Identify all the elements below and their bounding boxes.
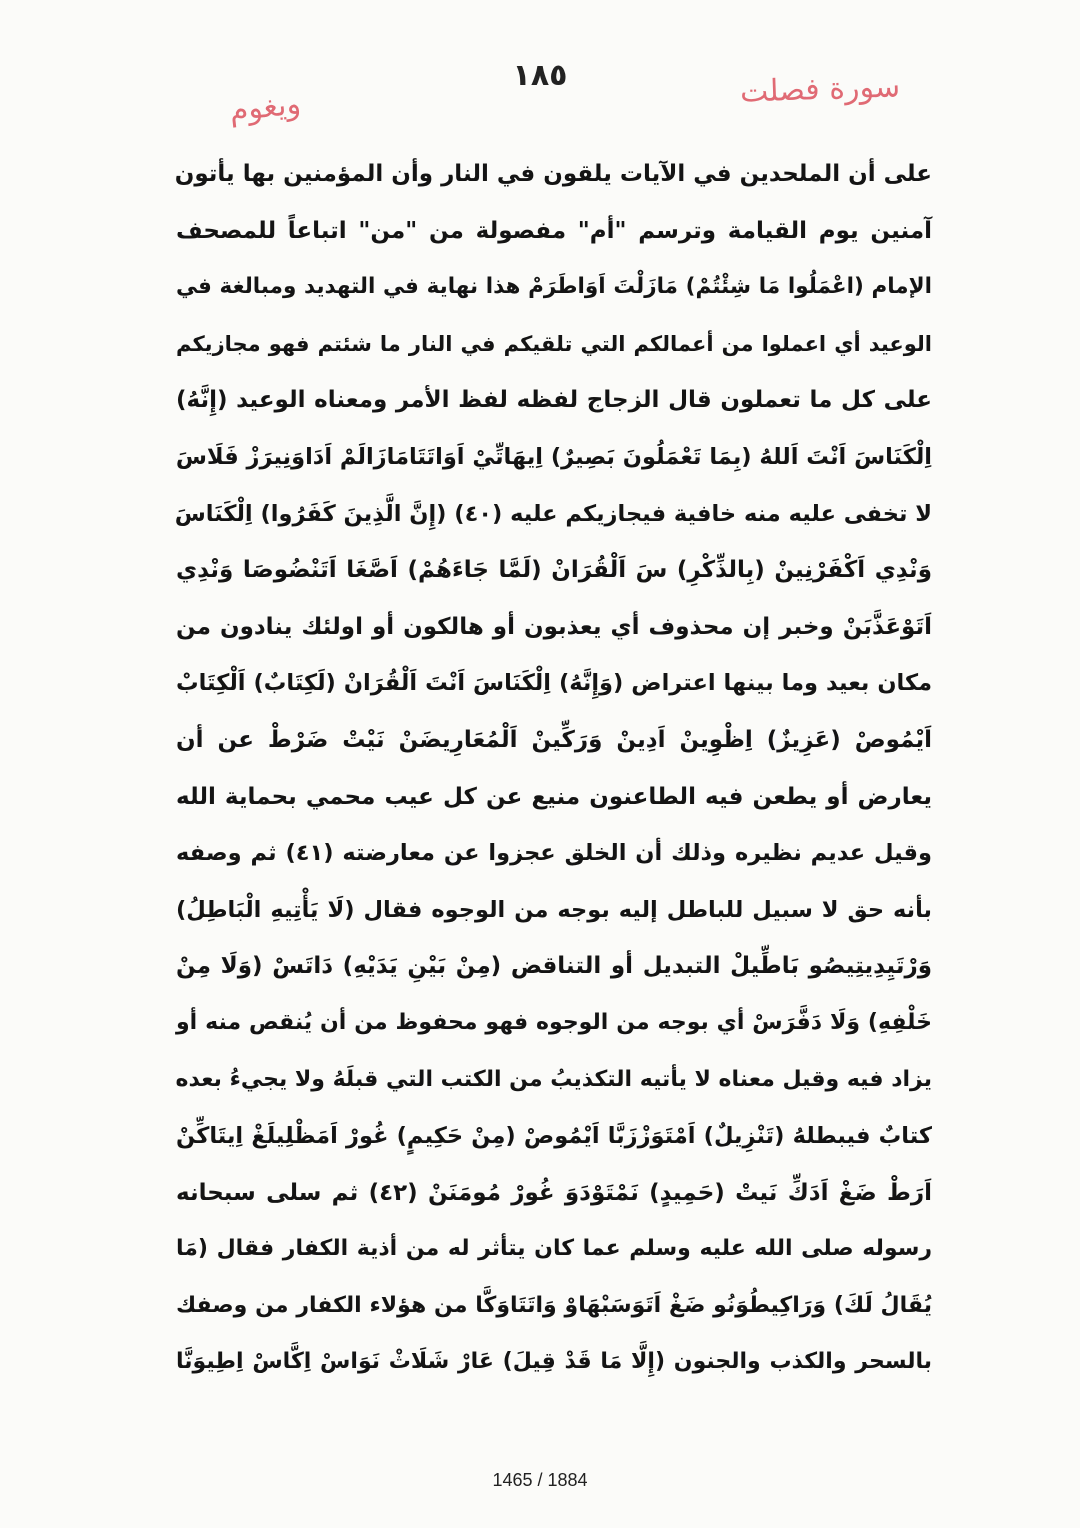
text-line: يزاد فيه وقيل معناه لا يأتيه التكذيبُ من الكتب التي قبلَهُ ولا يجيءُ بعده <box>175 1066 932 1092</box>
text-line: يُقَالُ لَكَ) وَرَاكِيطُوَنُو ضَغْ اَتَوَسَبْهَاوْ وَاتَتَاوَكَّا من هؤلاء الكفار من وصفك <box>176 1292 932 1318</box>
handwritten-note-surah: سورة فصلت <box>739 69 901 110</box>
text-line: آمنين يوم القيامة وترسم "أم" مفصولة من "من" اتباعاً للمصحف <box>176 217 932 244</box>
text-line: اَيْمُوصْ (عَزِيزٌ) اِظْوِينْ اَدِينْ وَرَكِّينْ اَلْمُعَارِيضَنْ نَيْتْ ضَرْطْ عن أن <box>176 726 932 753</box>
text-line: وَنْدِي اَكْفَرْنِينْ (بِالذِّكْرِ) سَ اَلْقُرَانْ (لَمَّا جَاءَهُمْ) اَصَّغَا اَتَنْضُوصَا وَنْدِي <box>176 557 932 584</box>
text-line: مكان بعيد وما بينها اعتراض (وَإِنَّهُ) اِلْكَنَاسَ اَنْتَ اَلْقُرَانْ (لَكِتَابٌ) اَلْكِتَابْ <box>176 670 932 697</box>
text-line: لا تخفى عليه منه خافية فيجازيكم عليه (٤٠) (إِنَّ الَّذِينَ كَفَرُوا) اِلْكَنَاسَ <box>174 500 932 527</box>
text-line: على أن الملحدين في الآيات يلقون في النار وأن المؤمنين بها يأتون <box>174 161 932 187</box>
text-line: اَرَطْ ضَغْ اَدَكِّ نَيتْ (حَمِيدٍ) نَمْتَوْدَوَ غُورْ مُومَنَنْ (٤٢) ثم سلى سبحانه <box>176 1179 932 1206</box>
text-line: اَتَوْعَذَّبَنْ وخبر إن محذوف أي يعذبون أو هالكون أو اولئك ينادون من <box>176 613 932 640</box>
page-counter: 1465 / 1884 <box>492 1470 588 1490</box>
text-line: رسوله صلى الله عليه وسلم عما كان يتأثر له من أذية الكفار فقال (مَا <box>176 1236 932 1262</box>
text-line: الوعيد أي اعملوا من أعمالكم التي تلقيكم في النار ما شئتم فهو مجازيكم <box>176 331 932 356</box>
text-line: خَلْفِهِ) وَلَا دَفَّرَسْ أي بوجه من الوجوه فهو محفوظ من أن يُنقص منه أو <box>176 1009 932 1035</box>
text-line: وَرْتَيِدِيتِيصُو بَاطِّيلْ التبديل أو التناقض (مِنْ بَيْنِ يَدَيْهِ) دَاتَسْ (وَلَا مِنْ <box>176 953 932 980</box>
text-line: على كل ما تعملون قال الزجاج لفظه لفظ الأمر ومعناه الوعيد (إِنَّهُ) <box>176 387 932 414</box>
text-line: وقيل عديم نظيره وذلك أن الخلق عجزوا عن معارضته (٤١) ثم وصفه <box>176 840 933 867</box>
text-line: بالسحر والكذب والجنون (إِلَّا مَا قَدْ قِيلَ) عَارْ شَلَاثْ نَوَاسْ اِكَّاسْ اِطِيوَنَّا <box>176 1349 932 1375</box>
body-text <box>176 146 932 1391</box>
text-line: كتابٌ فيبطلهُ (تَنْزِيلٌ) اَمْتَوَزْزَبَّا اَيْمُوصْ (مِنْ حَكِيمٍ) غُورْ اَمَظْلِيلَغْ اِيتَاكِّنْ <box>176 1123 932 1150</box>
page-number: ١٨٥ <box>512 58 568 93</box>
text-line: بأنه حق لا سبيل للباطل إليه بوجه من الوجوه فقال (لَا يَأْتِيهِ الْبَاطِلُ) <box>176 896 932 923</box>
text-line: الإمام (اعْمَلُوا مَا شِئْتُمْ) مَازَلْتَ اَوَاطَرَمْ هذا نهاية في التهديد ومبالغة في <box>176 274 932 300</box>
text-line: اِلْكَنَاسَ اَنْتَ اَللهُ (بِمَا تَعْمَلُونَ بَصِيرٌ) اِيهَاتِّيْ اَوَاتَتَامَازَالَمْ اَدَاوَنِيرَزْ فَلَاسَ <box>175 443 932 470</box>
text-line: يعارض أو يطعن فيه الطاعنون منيع عن كل عيب محمي بحماية الله <box>176 783 932 810</box>
handwritten-note-left: ويغوم <box>227 86 303 129</box>
